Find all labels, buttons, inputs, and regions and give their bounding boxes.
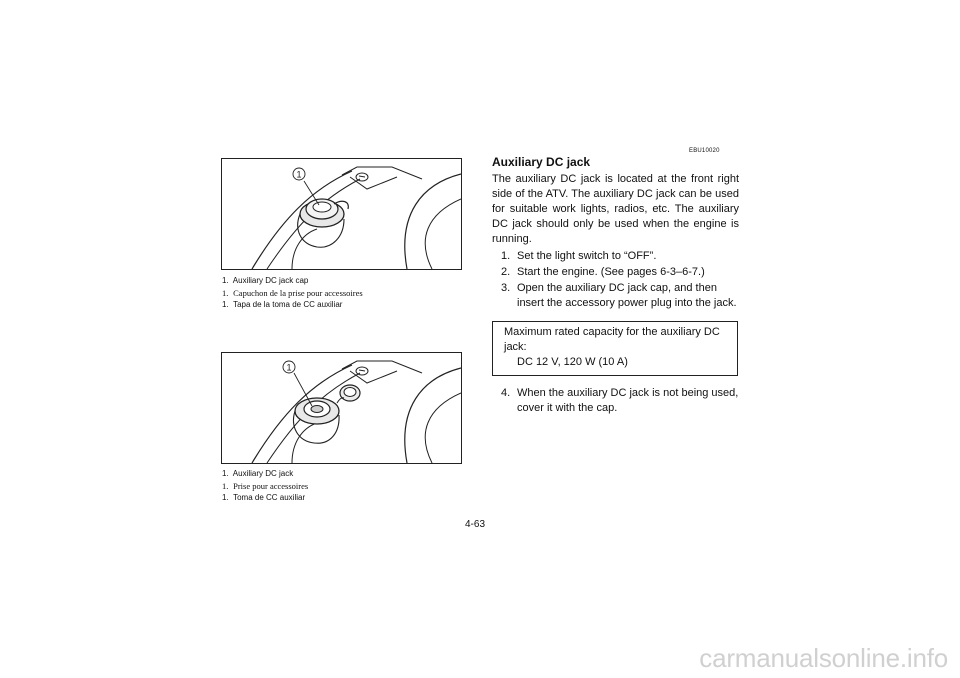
- intro-paragraph: The auxiliary DC jack is located at the front right side of the ATV. The auxiliary DC jack can be used for suitable work lights, radios, etc. The auxiliary DC jack should only be used when the engine is running.: [492, 173, 739, 245]
- list-item: 2. Start the engine. (See pages 6-3–6-7.): [501, 266, 705, 278]
- caption-fr: 1. Prise pour accessoires: [222, 481, 309, 491]
- caption-fr: 1. Capuchon de la prise pour accessoires: [222, 288, 363, 298]
- callout-number: 1: [296, 169, 302, 180]
- step-list: [492, 249, 739, 311]
- caption-es: 1. Toma de CC auxiliar: [222, 493, 306, 502]
- caption-en: 1. Auxiliary DC jack: [222, 469, 294, 478]
- step-list-continued: [492, 386, 739, 416]
- note-spec: DC 12 V, 120 W (10 A): [517, 356, 628, 368]
- figure-2-captions: [222, 468, 472, 504]
- capacity-note-box: [492, 321, 738, 376]
- section-title: Auxiliary DC jack: [492, 155, 591, 169]
- callout-number: 1: [286, 362, 292, 373]
- watermark: carmanualsonline.info: [699, 643, 948, 673]
- section-content: [492, 155, 739, 417]
- jack-open-illustration: [222, 353, 461, 463]
- list-item: 3. Open the auxiliary DC jack cap, and then insert the accessory power plug into the jack.: [501, 282, 737, 309]
- figure-jack-open: [221, 352, 462, 464]
- note-text: Maximum rated capacity for the auxiliary DC jack:: [504, 326, 720, 353]
- figure-jack-cap: [221, 158, 462, 270]
- caption-en: 1. Auxiliary DC jack cap: [222, 276, 309, 285]
- section-code: EBU10020: [689, 148, 720, 154]
- page-number: 4-63: [465, 519, 486, 530]
- list-item: 1. Set the light switch to “OFF”.: [501, 250, 657, 262]
- figure-1-captions: [222, 275, 472, 311]
- jack-cap-illustration: [222, 159, 461, 269]
- list-item: 4. When the auxiliary DC jack is not being used, cover it with the cap.: [501, 387, 739, 414]
- caption-es: 1. Tapa de la toma de CC auxiliar: [222, 300, 343, 309]
